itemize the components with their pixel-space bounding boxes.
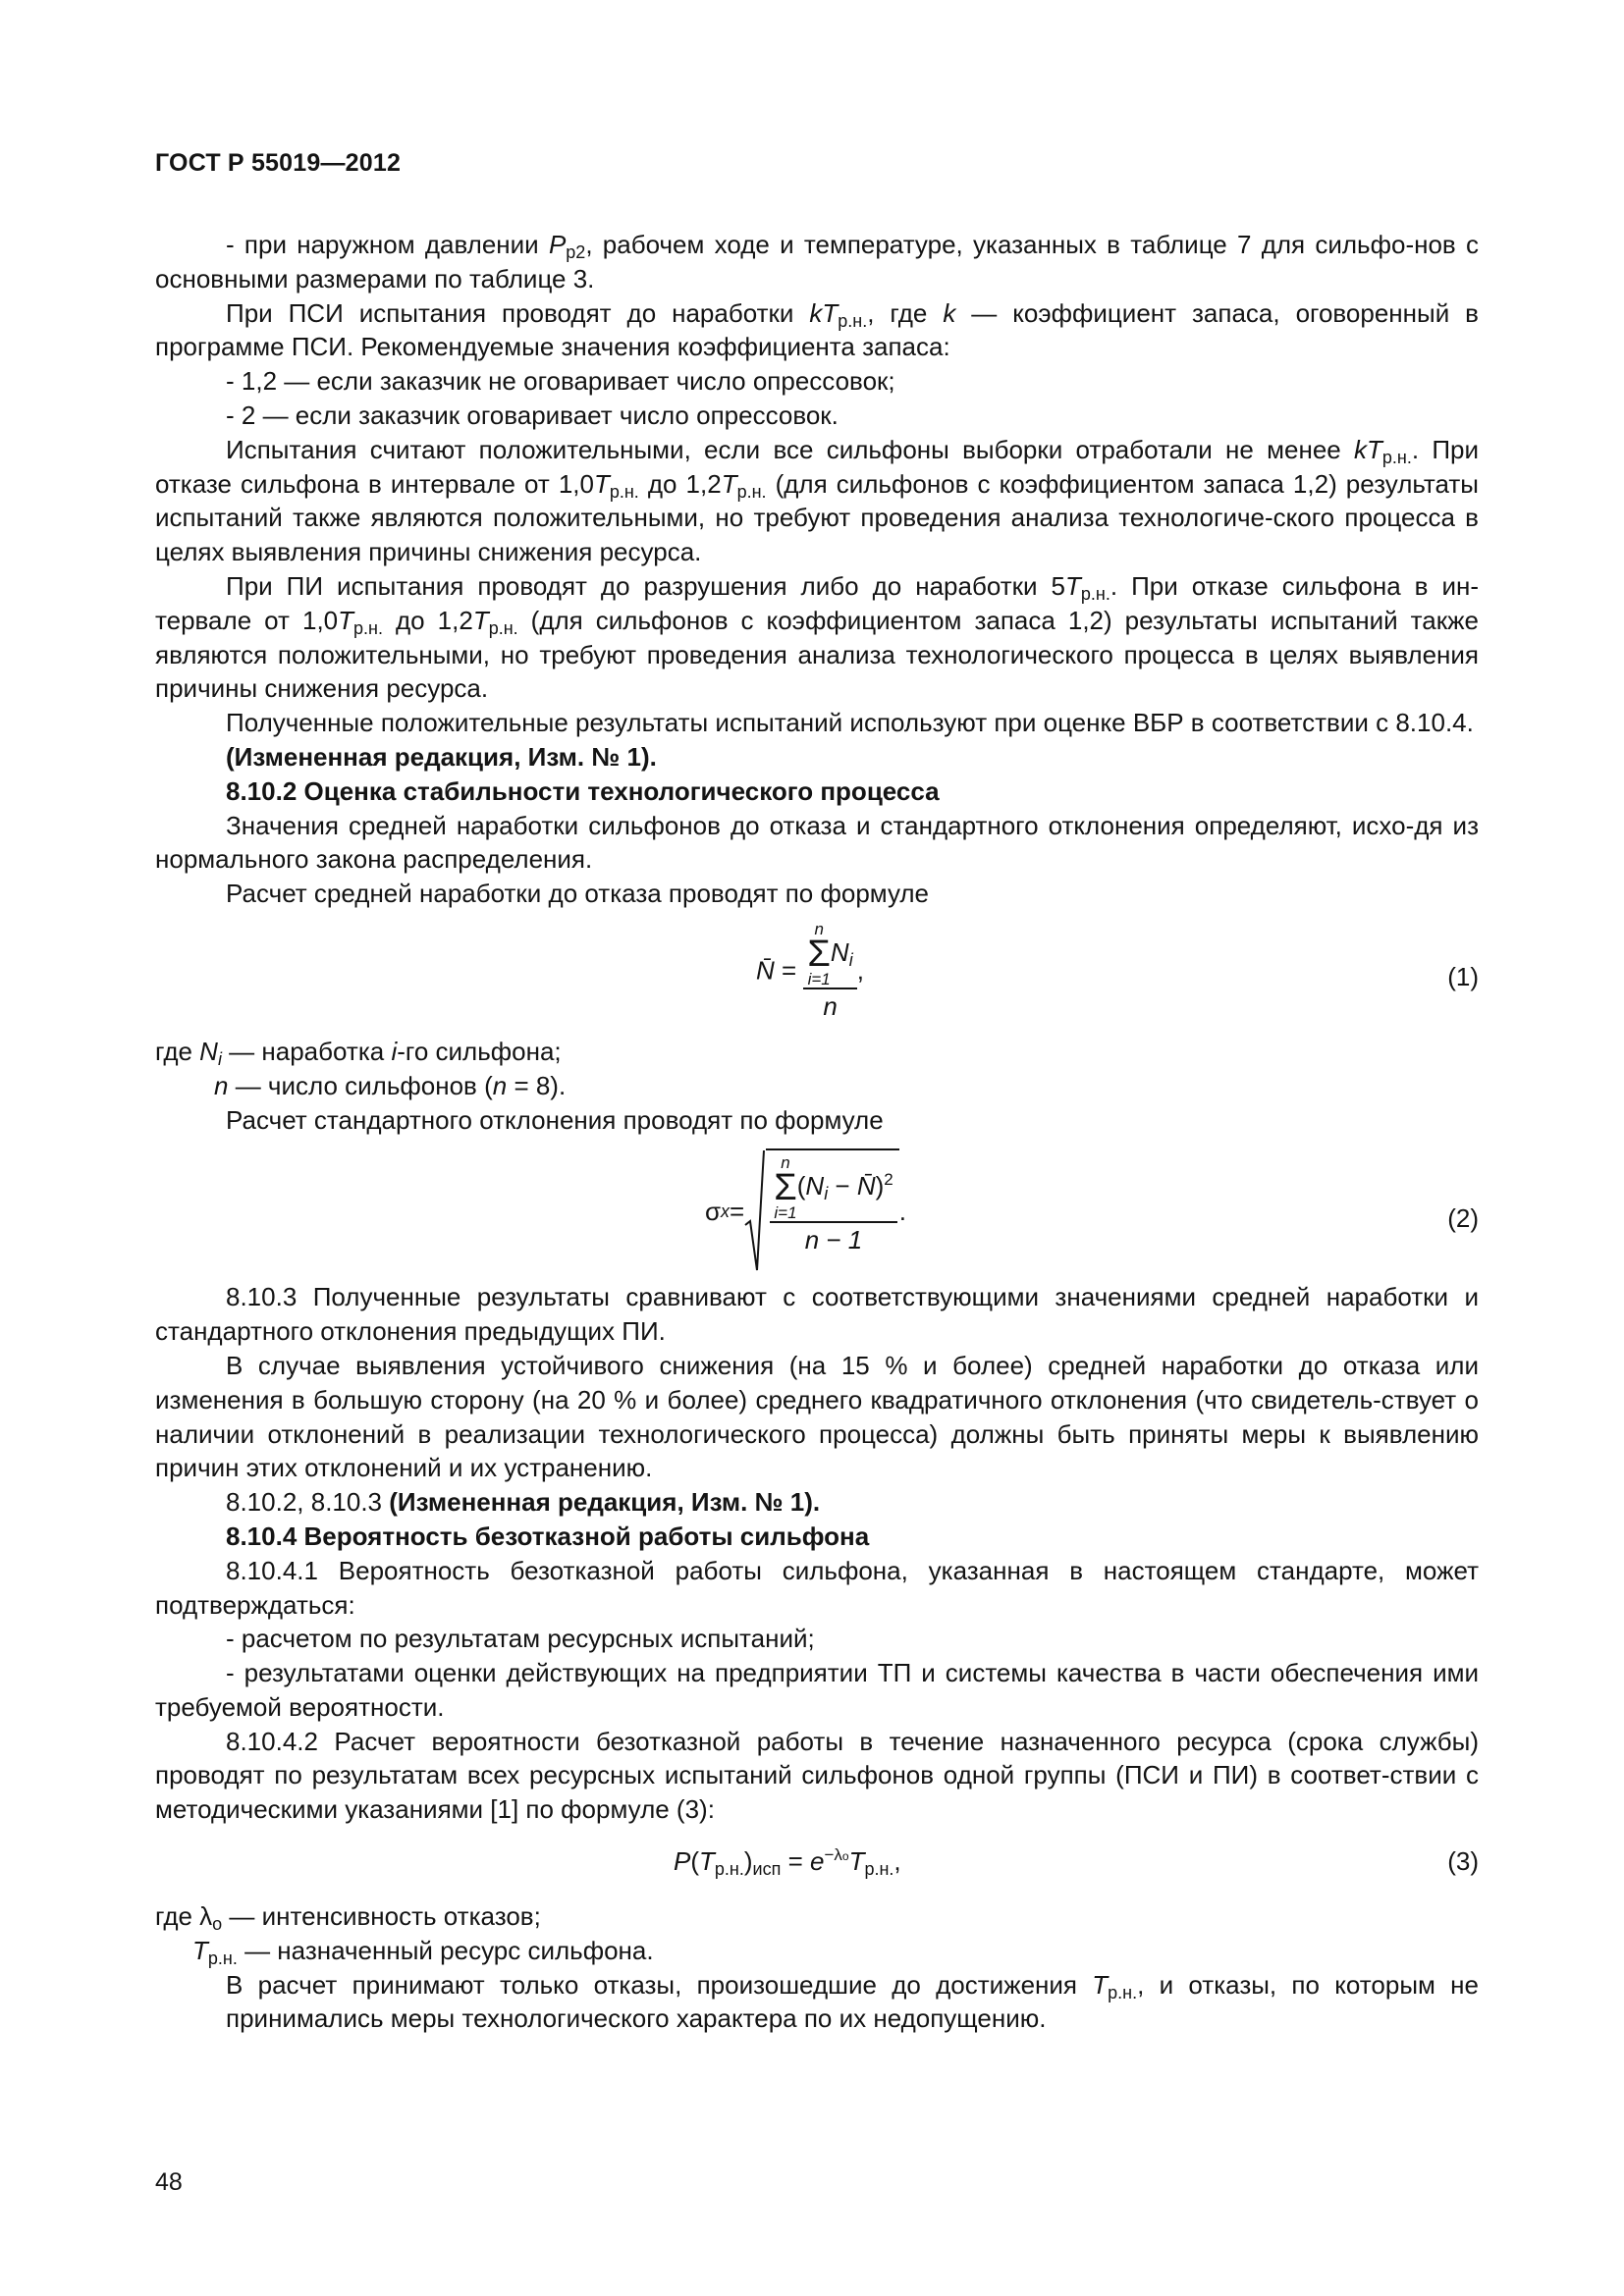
paragraph: 8.10.4.2 Расчет вероятности безотказной работы в течение назначенного ресурса (срока службы) проводят по результатам всех ресурсных испытаний сильфонов одной группы (ПСИ и ПИ) в соответ-ствии с методическими указаниями [1] по формуле (3):	[155, 1726, 1479, 1825]
section-heading: 8.10.4 Вероятность безотказной работы сильфона	[226, 1521, 870, 1551]
paragraph: Испытания считают положительными, если все сильфоны выборки отработали не менее $kT_{р.н.}$. При отказе сильфона в интервале от $1,0T_{р.н.}$ до $1,2T_{р.н.}$ (для сильфонов с коэффициентом запаса 1,2) результаты испытаний также являются положительными, но требуют проведения анализа технологиче-ского процесса в целях выявления причины снижения ресурса.	[155, 434, 1479, 567]
definition: где $N_i$ — наработка i-го сильфона;	[155, 1036, 562, 1069]
paragraph: Расчет стандартного отклонения проводят по формуле	[226, 1104, 884, 1135]
fraction: n Σ i=1 ($N_i$ − N̄)$^2$ n − 1	[770, 1154, 897, 1257]
fraction: n Σ i=1 $N_i$ n	[803, 921, 856, 1024]
paragraph: Полученные положительные результаты испытаний используют при оценке ВБР в соответствии с 8.10.4.	[226, 708, 1474, 738]
definition: где $\lambda_о$ — интенсивность отказов;	[155, 1901, 541, 1935]
paragraph: В случае выявления устойчивого снижения (на 15 % и более) средней наработки до отказа или изменения в большую сторону (на 20 % и более) среднего квадратичного отклонения (что свидетель-ствует о наличии отклонений в реализации технологического процесса) должны быть приняты меры к выявлению причин этих отклонений и их устранению.	[155, 1350, 1479, 1483]
formula-1: N̄ = n Σ i=1 $N_i$ n , (1)	[155, 911, 1479, 1035]
document-header: ГОСТ Р 55019—2012	[155, 149, 402, 177]
sum-sign: n Σ i=1	[774, 1153, 797, 1223]
formula-3: $P(T_{р.н.})_{исп} = e^{-\lambda о}T_{р.н.}$, (3)	[674, 1845, 1479, 1880]
formula-2: σ x = n Σ i=1 ($N_i$ − N̄)$^2$ n − 1 . (2)	[155, 1137, 1479, 1280]
paragraph: При ПИ испытания проводят до разрушения либо до наработки $5T_{р.н.}$. При отказе сильфона в ин-тервале от $1,0T_{р.н.}$ до $1,2T_{р.н.}$ (для сильфонов с коэффициентом запаса 1,2) результаты испытаний также являются положительными, но требуют проведения анализа технологического процесса в целях выявления причины снижения ресурса.	[155, 570, 1480, 704]
formula-number: (2)	[1447, 1203, 1479, 1234]
formula-number: (1)	[1447, 961, 1479, 991]
paragraph: 8.10.4.1 Вероятность безотказной работы сильфона, указанная в настоящем стандарте, может подтверждаться:	[155, 1555, 1479, 1620]
paragraph: 8.10.2, 8.10.3 (Измененная редакция, Изм. № 1).	[226, 1487, 821, 1518]
paragraph: Значения средней наработки сильфонов до отказа и стандартного отклонения определяют, исхо-дя из нормального закона распределения.	[155, 810, 1479, 875]
definition: $T_{р.н.}$ — назначенный ресурс сильфона.	[192, 1935, 654, 1968]
paragraph: В расчет принимают только отказы, произошедшие до достижения $T_{р.н.}$, и отказы, по которым не принимались меры технологического характера по их недопущению.	[226, 1969, 1479, 2034]
paragraph: Расчет средней наработки до отказа проводят по формуле	[226, 879, 930, 909]
paragraph: 8.10.3 Полученные результаты сравнивают с соответствующими значениями средней наработки и стандартного отклонения предыдущих ПИ.	[155, 1282, 1479, 1347]
paragraph: - при наружном давлении $P_{р2}$, рабочем ходе и температуре, указанных в таблице 7 для сильфо-нов с основными размерами по таблице 3.	[155, 230, 1479, 294]
amendment-note: (Измененная редакция, Изм. № 1).	[226, 741, 657, 772]
list-item: - расчетом по результатам ресурсных испытаний;	[226, 1624, 815, 1654]
section-heading: 8.10.2 Оценка стабильности технологического процесса	[226, 775, 940, 806]
paragraph: При ПСИ испытания проводят до наработки $kT_{р.н.}$, где k — коэффициент запаса, оговоренный в программе ПСИ. Рекомендуемые значения коэффициента запаса:	[155, 297, 1479, 362]
list-item: - 1,2 — если заказчик не оговаривает число опрессовок;	[226, 366, 895, 397]
radical-sign	[744, 1148, 766, 1274]
formula-number: (3)	[1447, 1846, 1479, 1877]
definition: n — число сильфонов (n = 8).	[214, 1070, 567, 1100]
list-item: - 2 — если заказчик оговаривает число опрессовок.	[226, 400, 839, 430]
list-item: - результатами оценки действующих на предприятии ТП и системы качества в части обеспечения ими требуемой вероятности.	[155, 1658, 1479, 1722]
document-body	[155, 228, 1479, 2036]
page-number: 48	[155, 2168, 183, 2196]
sum-sign: n Σ i=1	[807, 919, 831, 988]
